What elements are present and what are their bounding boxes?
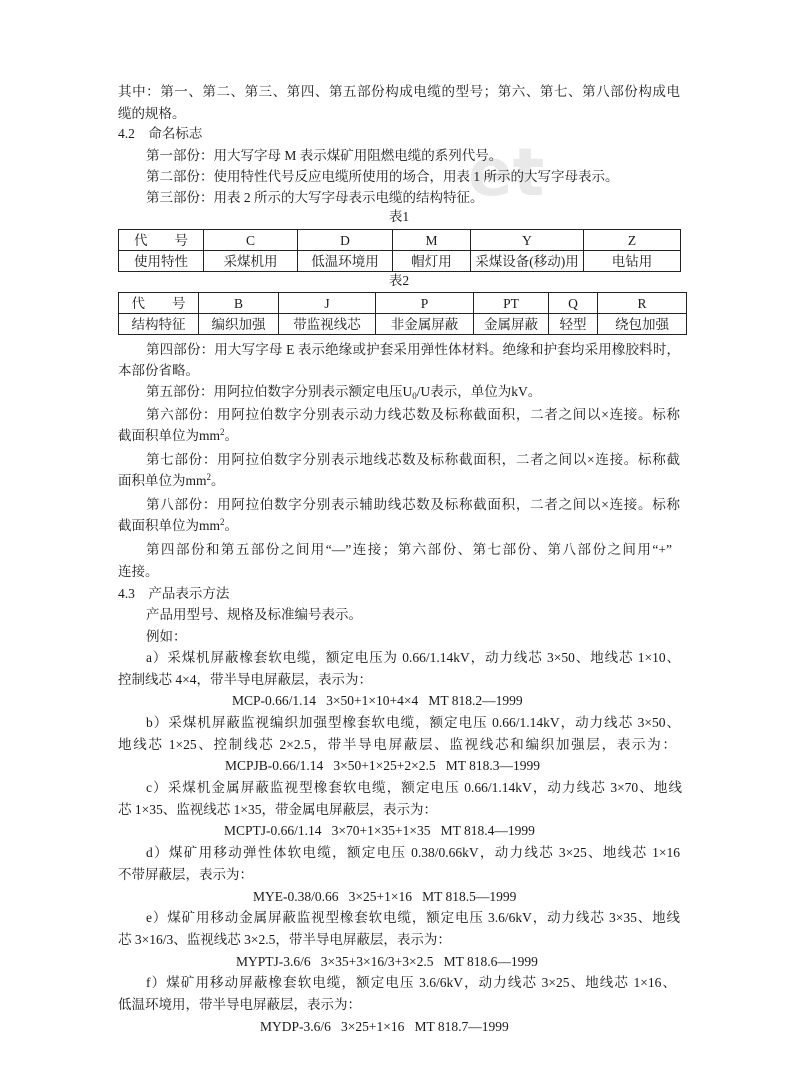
- example-d-line-1: d）煤矿用移动弹性体软电缆，额定电压 0.38/0.66kV，动力线芯 3×25、地线芯 1×16: [146, 845, 680, 860]
- table-cell: 绕包加强: [598, 314, 687, 335]
- table-cell: 结构特征: [119, 314, 199, 335]
- table-cell: D: [298, 230, 393, 251]
- table-cell: Y: [471, 230, 584, 251]
- table-cell: R: [598, 293, 687, 314]
- table-cell: 采煤设备(移动)用: [471, 251, 584, 272]
- part7-line-2: [118, 471, 225, 491]
- table-cell: 带监视线芯: [279, 314, 376, 335]
- part7-line-1: 第七部份：用阿拉伯数字分别表示地线芯数及标称截面积，二者之间以×连接。标称截: [146, 452, 680, 467]
- example-e-code: MYPTJ-3.6/6 3×35+3×16/3+3×2.5 MT 818.6—1999: [236, 954, 538, 969]
- example-d-code: MYE-0.38/0.66 3×25+1×16 MT 818.5—1999: [253, 889, 517, 904]
- part5-before: 第五部份：用阿拉伯数字分别表示额定电压U: [146, 384, 413, 399]
- watermark: et: [468, 134, 545, 211]
- table-cell: P: [376, 293, 474, 314]
- example-c-code: MCPTJ-0.66/1.14 3×70+1×35+1×35 MT 818.4—1999: [224, 823, 535, 838]
- part5-text: [146, 382, 541, 402]
- example-a-line-2: 控制线芯 4×4，带半导电屏蔽层，表示为：: [118, 672, 372, 687]
- table-cell: 轻型: [549, 314, 598, 335]
- example-a-code: MCP-0.66/1.14 3×50+1×10+4×4 MT 818.2—1999: [232, 693, 523, 708]
- table-cell: 使用特性: [119, 251, 204, 272]
- part8-unit-text: 截面积单位为mm: [118, 518, 221, 533]
- section-4-3-text: 产品用型号、规格及标准编号表示。: [146, 607, 362, 622]
- part1-text: 第一部份：用大写字母 M 表示煤矿用阻燃电缆的系列代号。: [146, 148, 503, 163]
- part6-line-2: [118, 426, 238, 446]
- table-cell: 金属屏蔽: [474, 314, 549, 335]
- example-e-line-1: e）煤矿用移动金属屏蔽监视型橡套软电缆，额定电压 3.6/6kV，动力线芯 3×35、地线: [146, 910, 680, 925]
- part6-unit-text: 截面积单位为mm: [118, 428, 221, 443]
- table1-header-row: [119, 230, 681, 251]
- part8-end: 。: [224, 518, 239, 533]
- intro-line-2: 缆的规格。: [118, 106, 186, 121]
- table2-caption: 表2: [388, 273, 410, 288]
- table2-data-row: [119, 314, 687, 335]
- table2-header-row: [119, 293, 687, 314]
- table-cell: 代 号: [119, 293, 199, 314]
- table1-data-row: [119, 251, 681, 272]
- table-cell: J: [279, 293, 376, 314]
- example-c-line-1: c）采煤机金属屏蔽监视型橡套软电缆，额定电压 0.66/1.14kV，动力线芯 3×70、地线: [146, 780, 682, 795]
- section-4-3-heading: 4.3 产品表示方法: [118, 586, 230, 601]
- connect-line-2: 连接。: [118, 564, 159, 579]
- table2: [118, 292, 687, 335]
- table-cell: 采煤机用: [204, 251, 298, 272]
- example-b-line-1: b）采煤机屏蔽监视编织加强型橡套软电缆，额定电压 0.66/1.14kV，动力线芯 3×50、: [146, 715, 680, 730]
- section-4-2-heading: 4.2 命名标志: [118, 126, 203, 141]
- part7-unit-text: 面积单位为mm: [118, 473, 207, 488]
- example-f-line-1: f）煤矿用移动屏蔽橡套软电缆，额定电压 3.6/6kV，动力线芯 3×25、地线芯 1×16、: [146, 975, 676, 990]
- table-cell: Z: [584, 230, 681, 251]
- table-cell: B: [199, 293, 279, 314]
- example-d-line-2: 不带屏蔽层，表示为：: [118, 867, 253, 882]
- example-label: 例如：: [146, 629, 187, 644]
- table-cell: 编织加强: [199, 314, 279, 335]
- table-cell: C: [204, 230, 298, 251]
- part7-superscript: 2: [206, 472, 212, 482]
- table1: [118, 229, 681, 272]
- table-cell: 代 号: [119, 230, 204, 251]
- table-cell: M: [393, 230, 471, 251]
- table-cell: 低温环境用: [298, 251, 393, 272]
- example-b-code: MCPJB-0.66/1.14 3×50+1×25+2×2.5 MT 818.3—1999: [225, 758, 540, 773]
- part4-line-1: 第四部份：用大写字母 E 表示绝缘或护套采用弹性体材料。绝缘和护套均采用橡胶料时，: [146, 342, 680, 357]
- part8-line-2: [118, 516, 238, 536]
- table-cell: 电钻用: [584, 251, 681, 272]
- example-b-line-2: 地线芯 1×25、控制线芯 2×2.5，带半导电屏蔽层、监视线芯和编织加强层，表示为：: [118, 737, 676, 752]
- example-c-line-2: 芯 1×35、监视线芯 1×35，带金属电屏蔽层，表示为：: [118, 802, 437, 817]
- example-e-line-2: 芯 3×16/3、监视线芯 3×2.5，带半导电屏蔽层，表示为：: [118, 932, 451, 947]
- part6-line-1: 第六部份：用阿拉伯数字分别表示动力线芯数及标称截面积，二者之间以×连接。标称: [146, 407, 680, 422]
- part5-subscript: 0: [412, 391, 417, 401]
- table-cell: 非金属屏蔽: [376, 314, 474, 335]
- example-a-line-1: a）采煤机屏蔽橡套软电缆，额定电压为 0.66/1.14kV，动力线芯 3×50、地线芯 1×10、: [146, 650, 680, 665]
- part6-superscript: 2: [220, 427, 225, 437]
- part3-text: 第三部份：用表 2 所示的大写字母表示电缆的结构特征。: [146, 190, 484, 205]
- table-cell: Q: [549, 293, 598, 314]
- part8-line-1: 第八部份：用阿拉伯数字分别表示辅助线芯数及标称截面积，二者之间以×连接。标称: [146, 497, 680, 512]
- table-cell: 帽灯用: [393, 251, 471, 272]
- example-f-line-2: 低温环境用，带半导电屏蔽层，表示为：: [118, 997, 361, 1012]
- intro-line-1: 其中：第一、第二、第三、第四、第五部份构成电缆的型号；第六、第七、第八部份构成电: [118, 84, 680, 99]
- part4-line-2: 本部份省略。: [118, 363, 199, 378]
- table1-caption: 表1: [388, 209, 410, 224]
- part8-superscript: 2: [220, 517, 225, 527]
- part7-end: 。: [211, 473, 225, 488]
- table-cell: PT: [474, 293, 549, 314]
- part2-text: 第二部份：使用特性代号反应电缆所使用的场合，用表 1 所示的大写字母表示。: [146, 169, 619, 184]
- example-f-code: MYDP-3.6/6 3×25+1×16 MT 818.7—1999: [260, 1019, 509, 1034]
- part6-end: 。: [224, 428, 239, 443]
- part5-after: /U表示，单位为kV。: [416, 384, 542, 399]
- connect-line-1: 第四部份和第五部份之间用“—”连接；第六部份、第七部份、第八部份之间用“+”: [146, 542, 672, 557]
